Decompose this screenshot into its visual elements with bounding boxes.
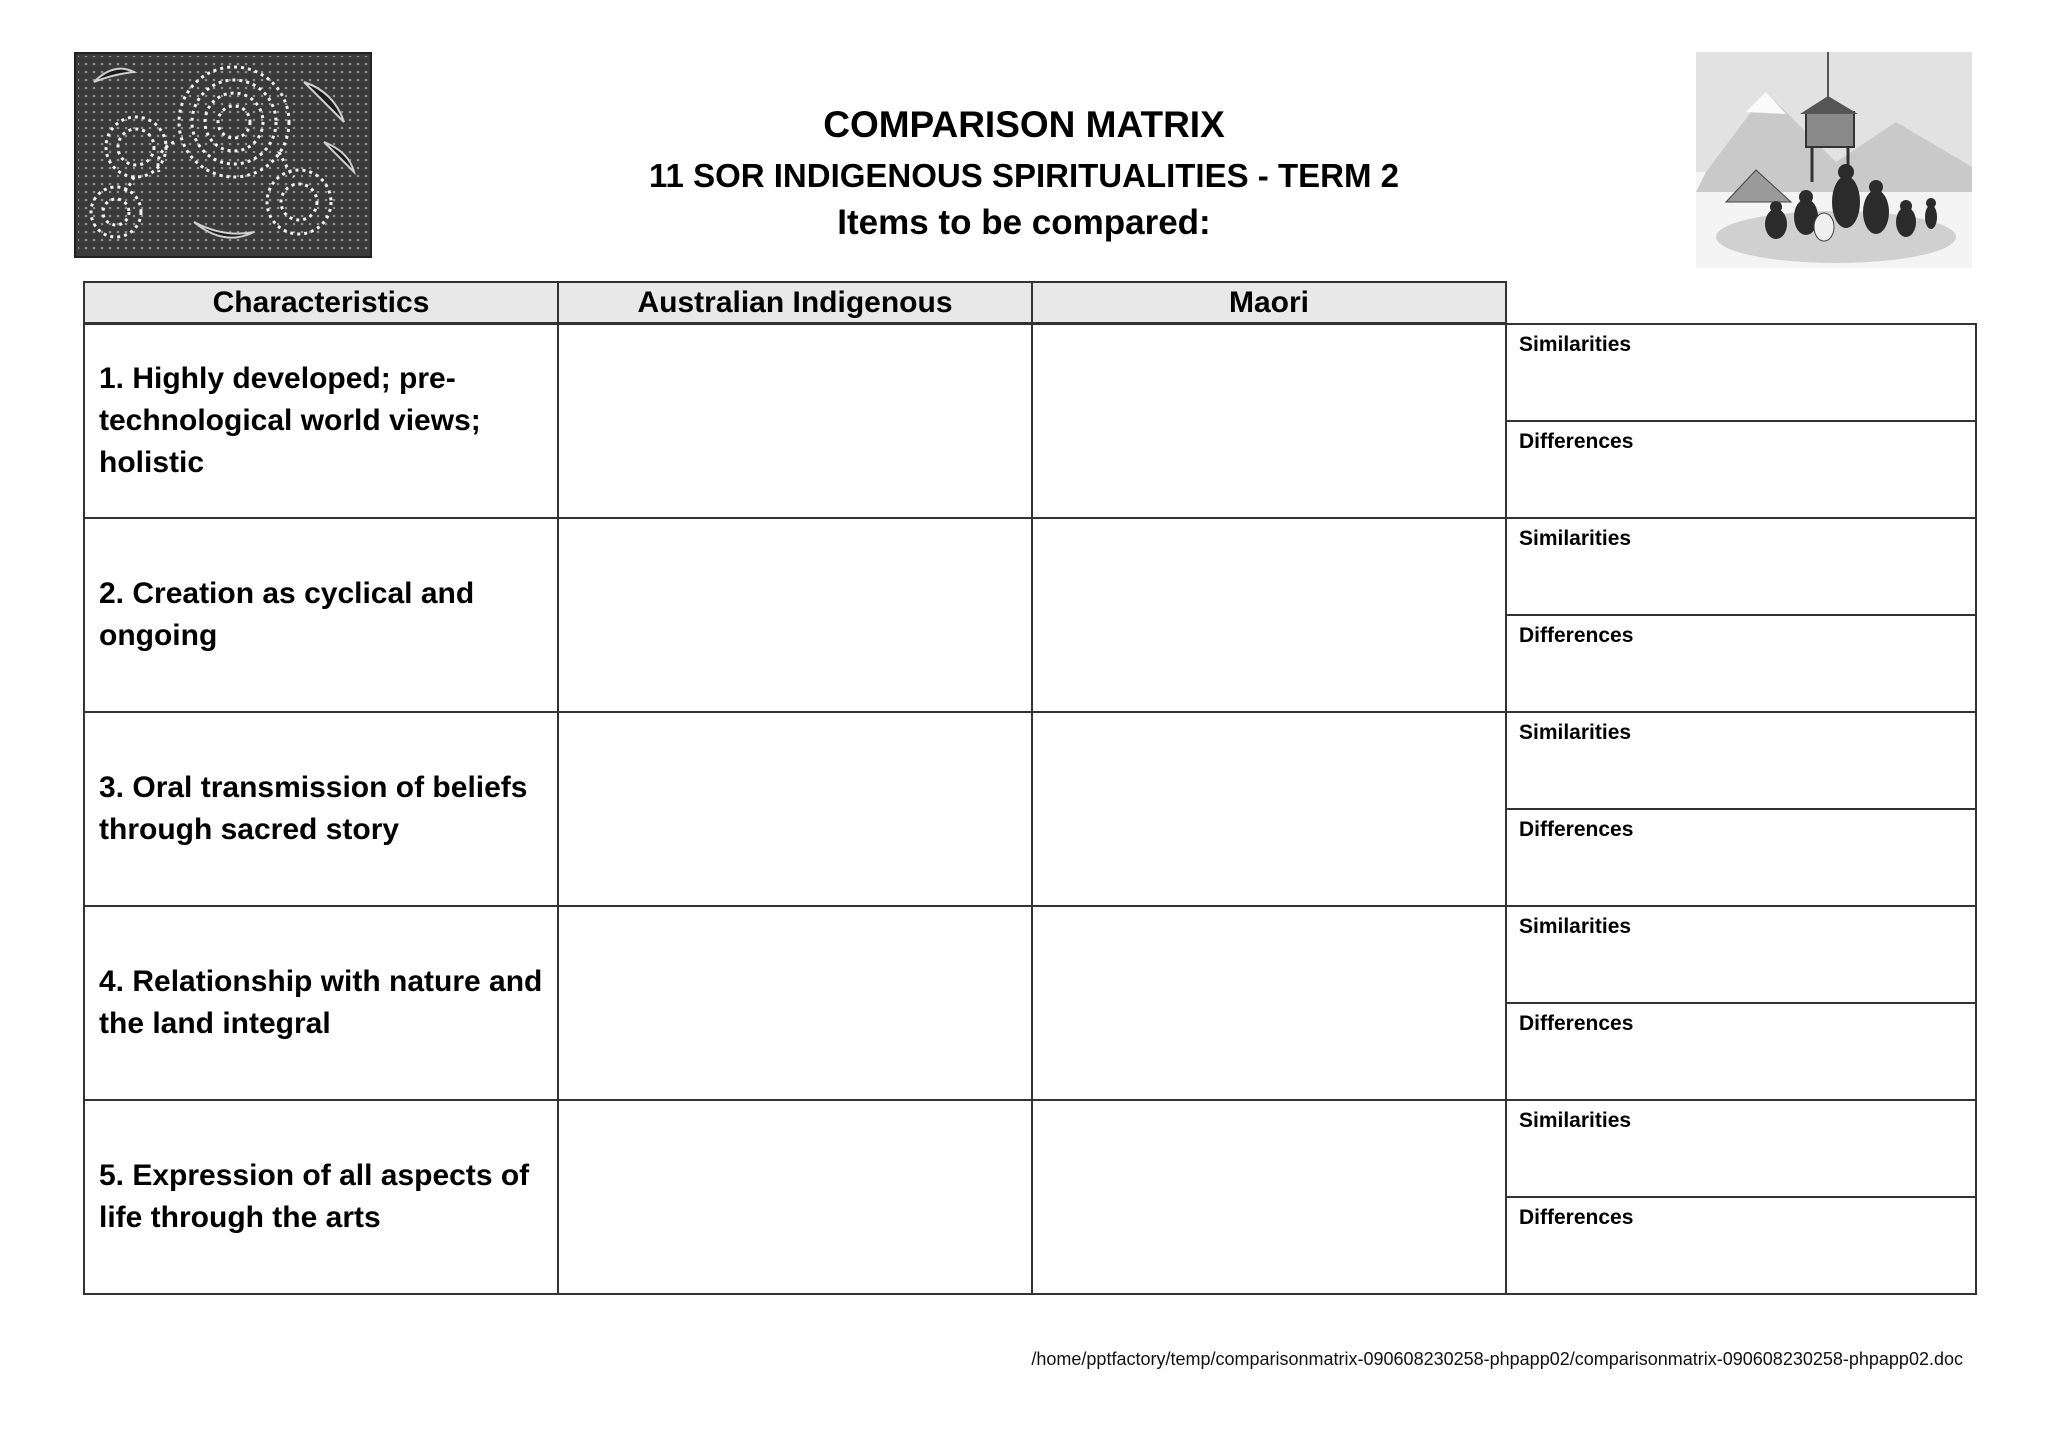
similarities-cell[interactable]	[1505, 711, 1977, 810]
characteristic-cell	[83, 323, 559, 519]
characteristic-cell	[83, 1099, 559, 1295]
differences-label: Differences	[1519, 1012, 1634, 1035]
column-header: Maori	[1031, 281, 1507, 324]
characteristic-text: 2. Creation as cyclical and ongoing	[99, 577, 475, 652]
characteristic-cell	[83, 517, 559, 713]
characteristic-text: 3. Oral transmission of beliefs through sacred story	[99, 771, 528, 846]
differences-cell[interactable]	[1505, 614, 1977, 713]
australian-indigenous-cell[interactable]	[557, 711, 1033, 907]
similarities-label: Similarities	[1519, 1109, 1632, 1132]
similarities-label: Similarities	[1519, 721, 1632, 744]
differences-label: Differences	[1519, 818, 1634, 841]
page-title: COMPARISON MATRIX	[823, 104, 1225, 145]
similarities-label: Similarities	[1519, 333, 1632, 356]
differences-label: Differences	[1519, 624, 1634, 647]
differences-cell[interactable]	[1505, 808, 1977, 907]
page-subtitle: 11 SOR INDIGENOUS SPIRITUALITIES - TERM 2	[649, 157, 1399, 194]
similarities-cell[interactable]	[1505, 1099, 1977, 1198]
similarities-cell[interactable]	[1505, 323, 1977, 422]
characteristic-text: 4. Relationship with nature and the land integral	[99, 965, 543, 1040]
characteristic-text: 1. Highly developed; pre-technological world views; holistic	[99, 362, 481, 479]
column-header: Australian Indigenous	[557, 281, 1033, 324]
items-label: Items to be compared:	[837, 203, 1211, 242]
similarities-cell[interactable]	[1505, 905, 1977, 1004]
differences-cell[interactable]	[1505, 1002, 1977, 1101]
australian-indigenous-cell[interactable]	[557, 905, 1033, 1101]
file-path-footer: /home/pptfactory/temp/comparisonmatrix-090608230258-phpapp02/comparisonmatrix-090608230258-phpapp02.doc	[1031, 1349, 1963, 1369]
differences-label: Differences	[1519, 430, 1634, 453]
characteristic-cell	[83, 711, 559, 907]
maori-cell[interactable]	[1031, 1099, 1507, 1295]
characteristic-cell	[83, 905, 559, 1101]
similarities-cell[interactable]	[1505, 517, 1977, 616]
comparison-matrix-table	[83, 281, 1977, 1296]
maori-cell[interactable]	[1031, 905, 1507, 1101]
maori-cell[interactable]	[1031, 711, 1507, 907]
australian-indigenous-cell[interactable]	[557, 517, 1033, 713]
australian-indigenous-cell[interactable]	[557, 323, 1033, 519]
similarities-label: Similarities	[1519, 915, 1632, 938]
differences-cell[interactable]	[1505, 1196, 1977, 1295]
maori-cell[interactable]	[1031, 517, 1507, 713]
similarities-label: Similarities	[1519, 527, 1632, 550]
differences-cell[interactable]	[1505, 420, 1977, 519]
differences-label: Differences	[1519, 1206, 1634, 1229]
australian-indigenous-cell[interactable]	[557, 1099, 1033, 1295]
column-header: Characteristics	[83, 281, 559, 324]
characteristic-text: 5. Expression of all aspects of life through the arts	[99, 1159, 530, 1234]
maori-cell[interactable]	[1031, 323, 1507, 519]
